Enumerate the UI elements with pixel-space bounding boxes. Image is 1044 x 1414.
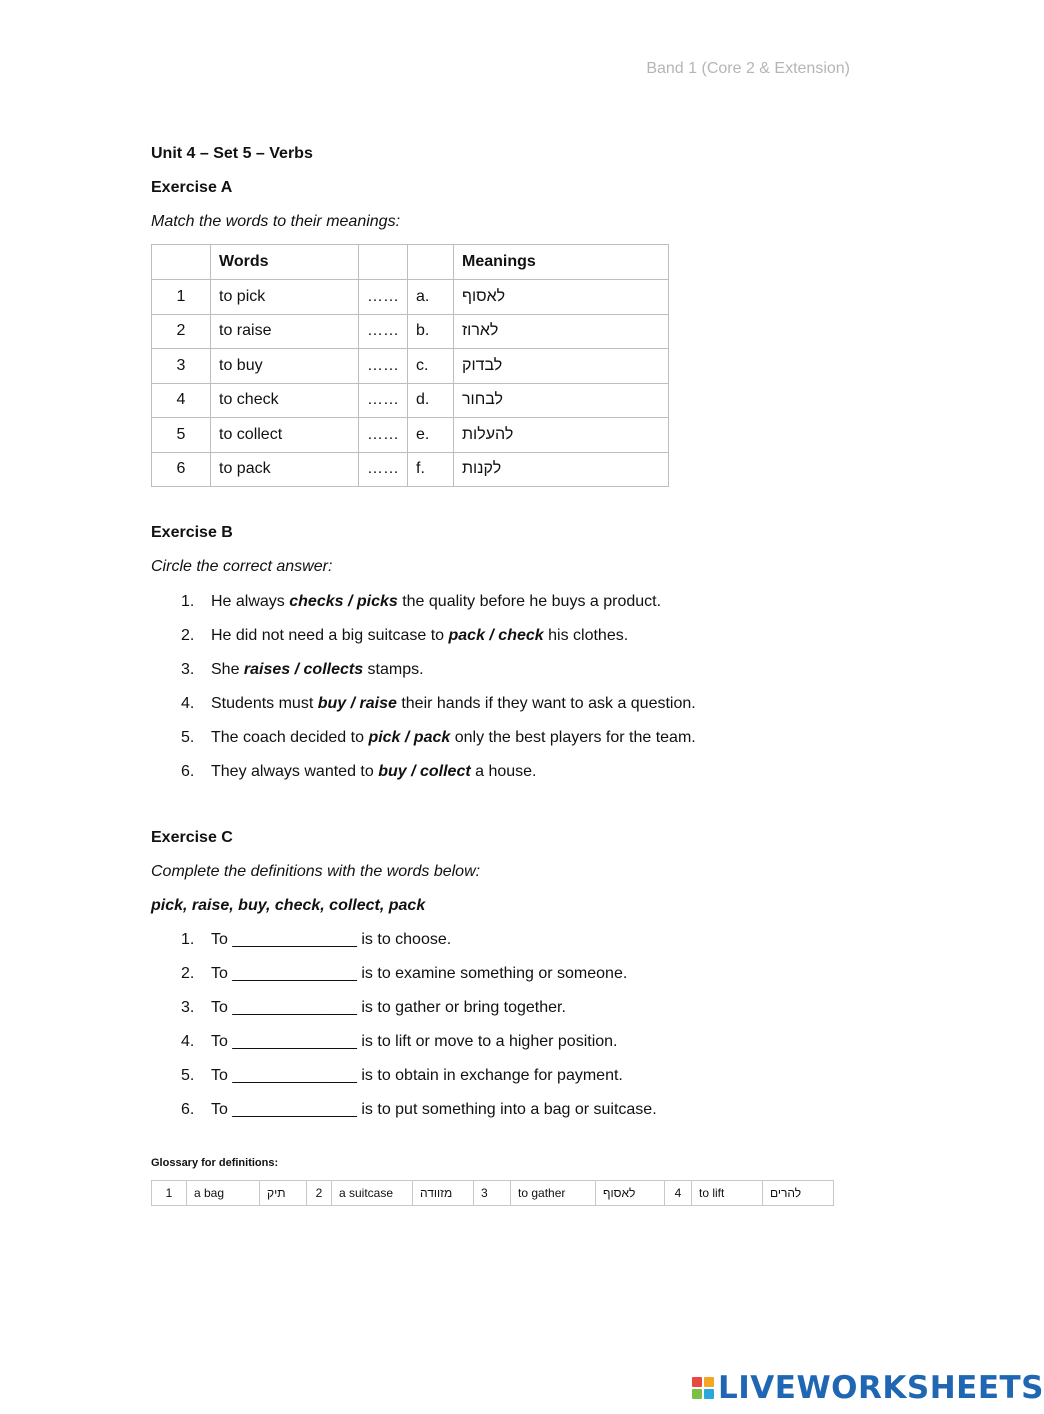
meaning-cell: לאסוף <box>454 280 669 315</box>
answer-choice[interactable]: buy / collect <box>378 763 471 780</box>
answer-blank[interactable]: …… <box>359 418 408 453</box>
word-cell: to raise <box>211 314 359 349</box>
meaning-letter: b. <box>408 314 454 349</box>
row-number: 1 <box>152 280 211 315</box>
definition-text[interactable]: To ______________ is to obtain in exchange for payment. <box>211 1067 623 1084</box>
sentence-end: only the best players for the team. <box>450 729 696 746</box>
item-number: 3. <box>181 661 195 678</box>
word-cell: to pack <box>211 452 359 487</box>
exercise-b-heading: Exercise B <box>151 524 233 541</box>
glossary-english: a suitcase <box>332 1181 413 1206</box>
exercise-a-instruction: Match the words to their meanings: <box>151 213 401 230</box>
word-cell: to buy <box>211 349 359 384</box>
list-item <box>181 1100 657 1134</box>
list-item <box>181 660 696 694</box>
logo-text: LIVEWORKSHEETS <box>718 1370 1044 1406</box>
row-number: 2 <box>152 314 211 349</box>
glossary-hebrew: לאסוף <box>596 1181 665 1206</box>
table-row <box>152 314 669 349</box>
glossary-title: Glossary for definitions: <box>151 1157 279 1169</box>
answer-blank[interactable]: …… <box>359 383 408 418</box>
glossary-english: to gather <box>511 1181 596 1206</box>
exercise-c-list <box>181 930 657 1134</box>
sentence-end: his clothes. <box>543 627 629 644</box>
row-number: 5 <box>152 418 211 453</box>
sentence-start: Students must <box>211 695 318 712</box>
glossary-english: to lift <box>692 1181 763 1206</box>
band-label: Band 1 (Core 2 & Extension) <box>646 60 850 77</box>
word-cell: to pick <box>211 280 359 315</box>
item-number: 4. <box>181 1033 195 1050</box>
answer-choice[interactable]: pack / check <box>448 627 544 644</box>
table-row <box>152 280 669 315</box>
item-number: 2. <box>181 627 195 644</box>
glossary-hebrew: מזוודה <box>413 1181 474 1206</box>
glossary-hebrew: תיק <box>260 1181 307 1206</box>
definition-text[interactable]: To ______________ is to choose. <box>211 931 452 948</box>
table-header-row <box>152 245 669 280</box>
answer-blank[interactable]: …… <box>359 349 408 384</box>
logo-square-green <box>692 1389 702 1399</box>
logo-square-red <box>692 1377 702 1387</box>
row-number: 6 <box>152 452 211 487</box>
item-number: 4. <box>181 695 195 712</box>
meaning-letter: c. <box>408 349 454 384</box>
item-number: 2. <box>181 965 195 982</box>
meaning-cell: לבדוק <box>454 349 669 384</box>
list-item <box>181 930 657 964</box>
list-item <box>181 964 657 998</box>
answer-choice[interactable]: buy / raise <box>317 695 397 712</box>
item-number: 1. <box>181 593 195 610</box>
logo-square-orange <box>704 1377 714 1387</box>
item-number: 3. <box>181 999 195 1016</box>
glossary-number: 3 <box>474 1181 511 1206</box>
answer-blank[interactable]: …… <box>359 452 408 487</box>
meaning-letter: a. <box>408 280 454 315</box>
sentence-start: They always wanted to <box>211 763 379 780</box>
answer-choice[interactable]: checks / picks <box>289 593 398 610</box>
list-item <box>181 762 696 796</box>
meaning-cell: לארוז <box>454 314 669 349</box>
sentence-start: He always <box>211 593 290 610</box>
list-item <box>181 694 696 728</box>
exercise-b-instruction: Circle the correct answer: <box>151 558 333 575</box>
table-row <box>152 452 669 487</box>
exercise-c-instruction: Complete the definitions with the words below: <box>151 863 481 880</box>
sentence-end: the quality before he buys a product. <box>397 593 662 610</box>
page-title: Unit 4 – Set 5 – Verbs <box>151 145 313 162</box>
answer-blank[interactable]: …… <box>359 280 408 315</box>
list-item <box>181 998 657 1032</box>
definition-text[interactable]: To ______________ is to examine something or someone. <box>211 965 628 982</box>
list-item <box>181 728 696 762</box>
exercise-a-heading: Exercise A <box>151 179 233 196</box>
glossary-number: 1 <box>152 1181 187 1206</box>
definition-text[interactable]: To ______________ is to gather or bring together. <box>211 999 566 1016</box>
glossary-english: a bag <box>187 1181 260 1206</box>
list-item <box>181 626 696 660</box>
word-cell: to check <box>211 383 359 418</box>
meaning-cell: לבחור <box>454 383 669 418</box>
answer-choice[interactable]: raises / collects <box>243 661 364 678</box>
meaning-cell: להעלות <box>454 418 669 453</box>
meaning-letter: e. <box>408 418 454 453</box>
word-cell: to collect <box>211 418 359 453</box>
words-column-header: Words <box>211 245 359 280</box>
meaning-letter: d. <box>408 383 454 418</box>
glossary-hebrew: להרים <box>763 1181 834 1206</box>
item-number: 1. <box>181 931 195 948</box>
row-number: 4 <box>152 383 211 418</box>
liveworksheets-logo <box>692 1370 1044 1406</box>
sentence-start: He did not need a big suitcase to <box>211 627 449 644</box>
sentence-end: their hands if they want to ask a question. <box>396 695 696 712</box>
glossary-number: 4 <box>665 1181 692 1206</box>
list-item <box>181 1032 657 1066</box>
meaning-cell: לקנות <box>454 452 669 487</box>
exercise-c-heading: Exercise C <box>151 829 233 846</box>
sentence-start: The coach decided to <box>211 729 369 746</box>
matching-table <box>151 244 669 487</box>
logo-grid-icon <box>692 1377 714 1399</box>
meaning-letter: f. <box>408 452 454 487</box>
list-item <box>181 592 696 626</box>
item-number: 5. <box>181 729 195 746</box>
logo-square-blue <box>704 1389 714 1399</box>
definition-text[interactable]: To ______________ is to put something into a bag or suitcase. <box>211 1101 657 1118</box>
list-item <box>181 1066 657 1100</box>
answer-choice[interactable]: pick / pack <box>368 729 451 746</box>
row-number: 3 <box>152 349 211 384</box>
item-number: 5. <box>181 1067 195 1084</box>
exercise-b-list <box>181 592 696 796</box>
table-row <box>152 418 669 453</box>
glossary-table <box>151 1180 834 1206</box>
sentence-start: She <box>211 661 244 678</box>
item-number: 6. <box>181 1101 195 1118</box>
word-bank: pick, raise, buy, check, collect, pack <box>151 897 426 914</box>
table-row <box>152 349 669 384</box>
definition-text[interactable]: To ______________ is to lift or move to a higher position. <box>211 1033 618 1050</box>
meanings-column-header: Meanings <box>454 245 669 280</box>
glossary-number: 2 <box>307 1181 332 1206</box>
table-row <box>152 383 669 418</box>
answer-blank[interactable]: …… <box>359 314 408 349</box>
item-number: 6. <box>181 763 195 780</box>
glossary-row <box>152 1181 834 1206</box>
sentence-end: a house. <box>470 763 537 780</box>
sentence-end: stamps. <box>363 661 424 678</box>
